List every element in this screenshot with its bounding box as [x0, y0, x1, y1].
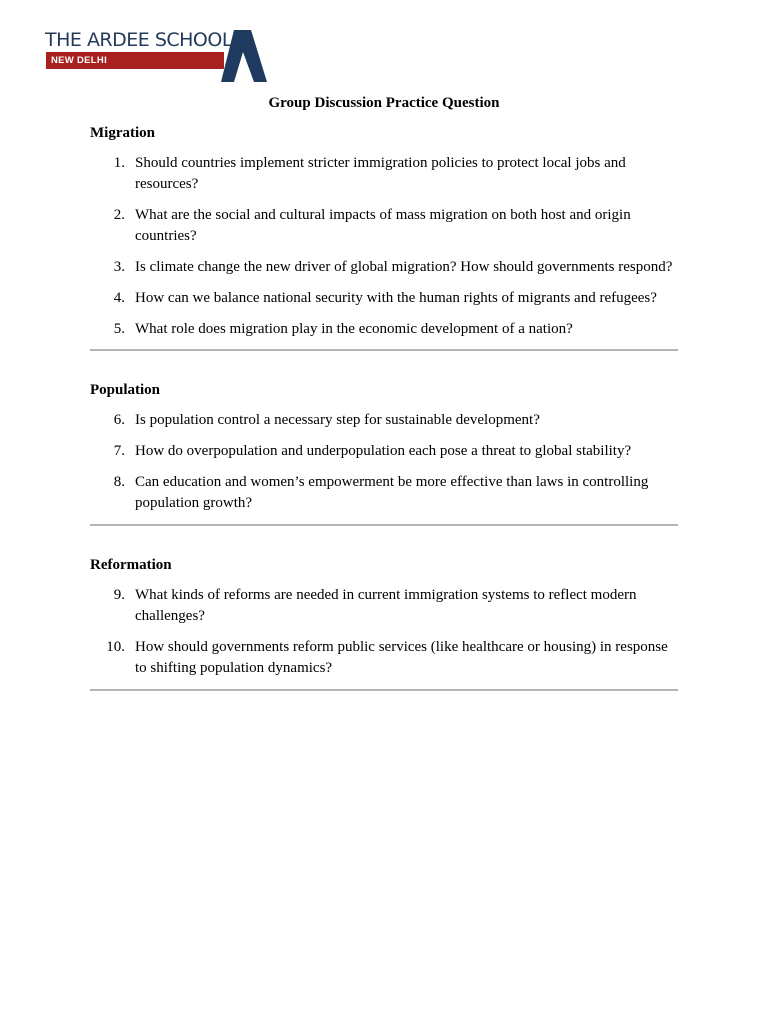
question-text: Should countries implement stricter immigration policies to protect local jobs and resources? [135, 155, 626, 192]
question-number: 5. [113, 321, 125, 337]
question-item [90, 410, 678, 431]
question-item [90, 441, 678, 462]
section-heading: Migration [90, 125, 155, 141]
question-text: How can we balance national security with the human rights of migrants and refugees? [135, 290, 657, 306]
a-letter-mark-icon [221, 30, 267, 82]
section-divider [90, 524, 678, 526]
document-title: Group Discussion Practice Question [268, 95, 500, 111]
question-number: 4. [113, 290, 125, 306]
question-number: 2. [113, 207, 125, 223]
logo-city-name: NEW DELHI [51, 55, 108, 66]
question-number: 7. [113, 443, 125, 459]
section-heading: Reformation [90, 557, 172, 573]
section-divider [90, 349, 678, 351]
question-list [90, 410, 678, 514]
section-reformation [90, 555, 678, 679]
question-item [90, 288, 678, 309]
question-number: 6. [113, 412, 125, 428]
school-logo [45, 28, 270, 84]
question-item [90, 472, 678, 514]
section-heading: Population [90, 382, 161, 398]
question-list [90, 585, 678, 679]
question-list [90, 153, 678, 340]
question-text: What role does migration play in the economic development of a nation? [135, 321, 573, 337]
logo-school-name: THE ARDEE SCHOOL [45, 29, 232, 51]
question-number: 1. [113, 155, 125, 171]
section-population [90, 380, 678, 514]
question-text: Is climate change the new driver of global migration? How should governments respond? [135, 259, 673, 275]
question-number: 9. [113, 587, 125, 603]
question-text: How do overpopulation and underpopulation each pose a threat to global stability? [135, 443, 632, 459]
section-migration [90, 123, 678, 340]
question-item [90, 153, 678, 195]
question-item [90, 319, 678, 340]
question-number: 10. [106, 639, 125, 655]
section-divider [90, 689, 678, 691]
question-text: Can education and women’s empowerment be more effective than laws in controlling population growth? [135, 474, 649, 511]
question-text: Is population control a necessary step for sustainable development? [135, 412, 540, 428]
question-item [90, 585, 678, 627]
question-item [90, 257, 678, 278]
question-text: What are the social and cultural impacts of mass migration on both host and origin countries? [135, 207, 631, 244]
question-number: 8. [113, 474, 125, 490]
question-item [90, 637, 678, 679]
question-text: How should governments reform public services (like healthcare or housing) in response to shifting population dynamics? [135, 639, 668, 676]
question-text: What kinds of reforms are needed in current immigration systems to reflect modern challenges? [135, 587, 637, 624]
question-number: 3. [113, 259, 125, 275]
question-item [90, 205, 678, 247]
